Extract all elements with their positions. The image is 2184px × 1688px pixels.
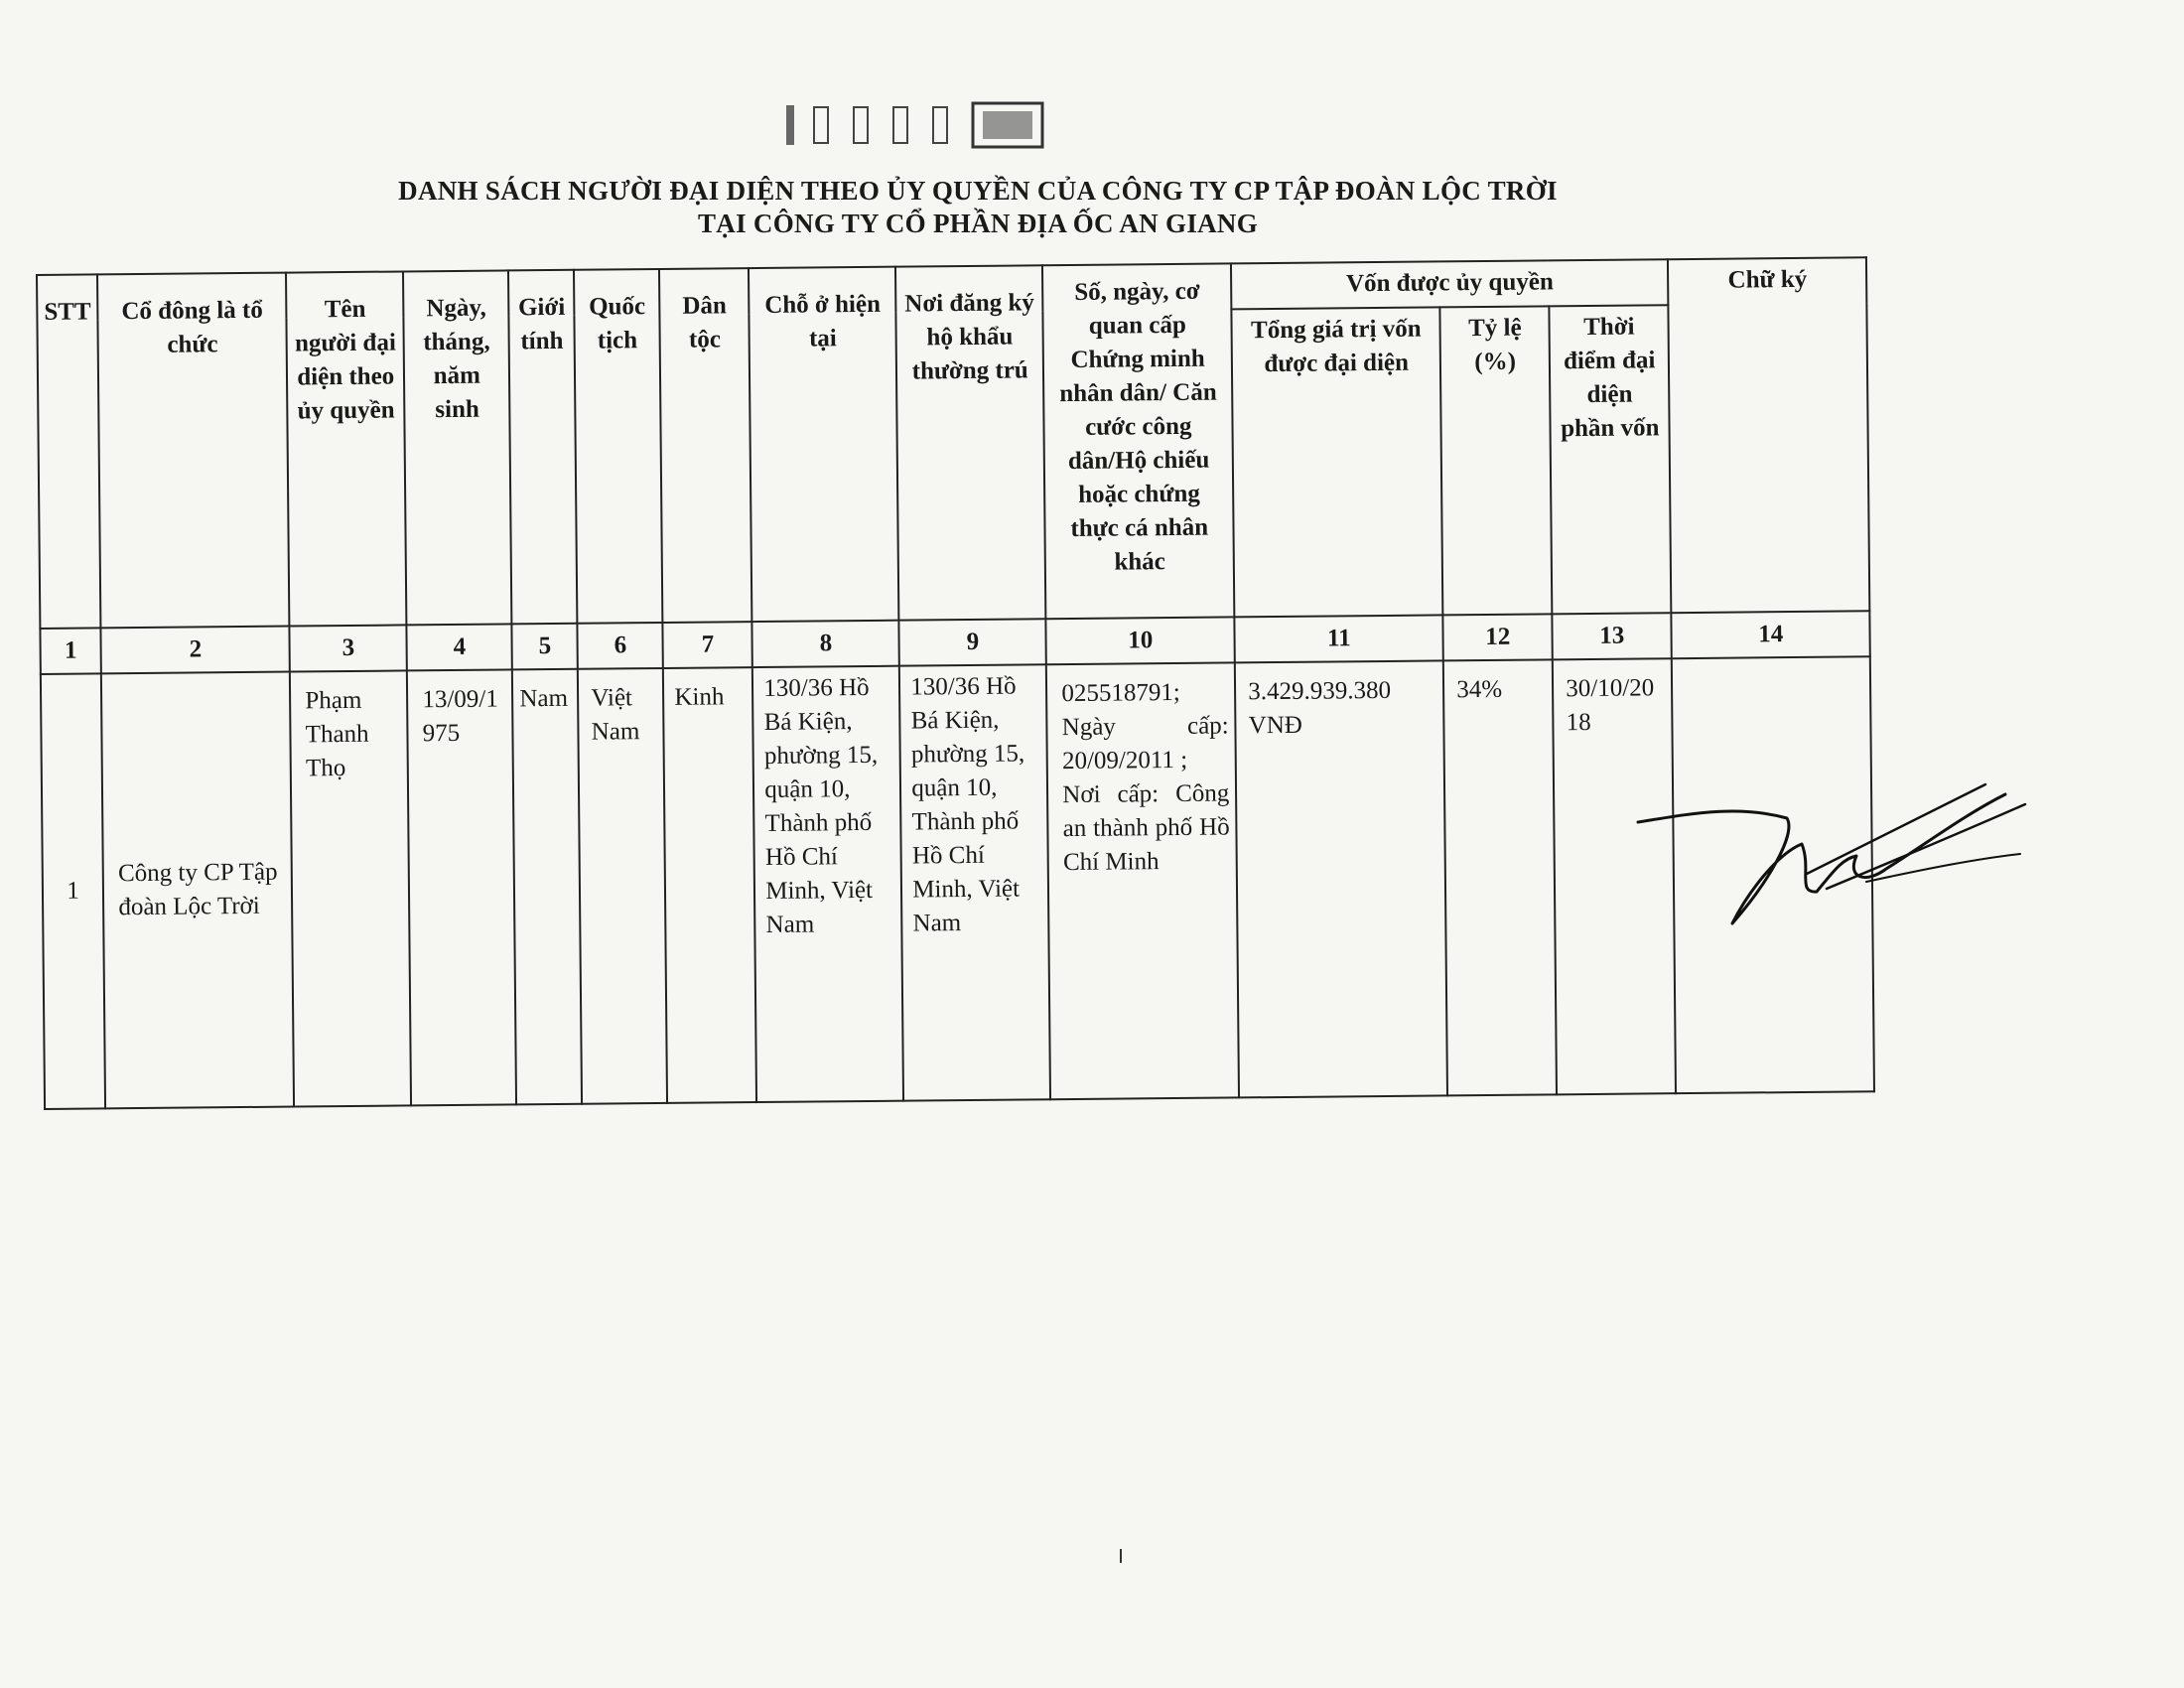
header-gender: Giới tính [508,270,577,625]
cell-time: 30/10/2018 [1553,658,1676,1094]
id-issue-place: Nơi cấp: Công an thành phố Hồ Chí Minh [1062,779,1230,877]
header-representative: Tên người đại diện theo ủy quyền [286,271,406,626]
cell-ethnicity: Kinh [663,667,756,1103]
header-shareholder: Cổ đông là tổ chức [97,273,289,629]
column-number: 10 [1046,617,1235,664]
header-total-value: Tổng giá trị vốn được đại diện [1232,307,1443,617]
column-number: 9 [899,619,1046,665]
id-issue-date: Ngày cấp: 20/09/2011 ; [1061,712,1229,775]
column-number: 1 [40,628,101,674]
header-stt: STT [37,274,101,629]
cell-ratio: 34% [1443,659,1557,1095]
document-title [298,175,1658,240]
title-line-2: TẠI CÔNG TY CỔ PHẦN ĐỊA ỐC AN GIANG [697,209,1259,238]
column-number: 11 [1235,615,1443,662]
header-ethnicity: Dân tộc [659,268,751,623]
header-ratio: Tỷ lệ (%) [1440,306,1553,615]
column-number: 12 [1443,614,1553,660]
title-line-1: DANH SÁCH NGƯỜI ĐẠI DIỆN THEO ỦY QUYỀN CỦA CÔNG TY CP TẬP ĐOÀN LỘC TRỜI [398,176,1558,206]
header-capital-group: Vốn được ủy quyền [1231,259,1668,309]
representative-table-wrapper [36,256,1875,1110]
column-number: 5 [512,624,578,670]
cell-stt: 1 [41,673,105,1109]
cell-dob: 13/09/1975 [407,669,516,1105]
header-time: Thời điểm đại diện phần vốn [1550,305,1672,614]
column-number: 14 [1672,611,1870,658]
scan-mark [1120,1549,1122,1563]
cell-residence: 130/36 Hồ Bá Kiện, phường 15, quận 10, Thành phố Hồ Chí Minh, Việt Nam [752,666,903,1102]
table-row [41,656,1874,1109]
cell-nationality: Việt Nam [578,668,667,1104]
cell-gender: Nam [512,669,582,1105]
column-number: 2 [101,627,290,674]
column-number: 6 [578,623,663,669]
cell-id-info [1046,662,1239,1099]
column-number: 8 [752,621,899,667]
header-dob: Ngày, tháng, năm sinh [403,270,511,625]
header-signature: Chữ ký [1668,257,1869,613]
column-number: 3 [290,625,407,671]
column-number: 7 [663,622,752,668]
header-household: Nơi đăng ký hộ khẩu thường trú [895,265,1045,620]
cell-shareholder: Công ty CP Tập đoàn Lộc Trời [101,672,294,1109]
cell-total-value: 3.429.939.380 VNĐ [1235,660,1447,1097]
id-number: 025518791; [1061,678,1180,708]
header-nationality: Quốc tịch [574,269,662,624]
company-seal-stamp [784,97,1062,153]
representative-table [36,256,1875,1110]
cell-household: 130/36 Hồ Bá Kiện, phường 15, quận 10, Thành phố Hồ Chí Minh, Việt Nam [899,664,1050,1100]
handwritten-signature [1628,774,2045,953]
header-residence: Chỗ ở hiện tại [749,267,898,622]
column-number: 13 [1553,613,1672,659]
column-number: 4 [407,624,512,670]
cell-representative: Phạm Thanh Thọ [290,670,411,1106]
header-id-info: Số, ngày, cơ quan cấp Chứng minh nhân dân/ Căn cước công dân/Hộ chiếu hoặc chứng thực cá nhân khác [1042,263,1234,619]
